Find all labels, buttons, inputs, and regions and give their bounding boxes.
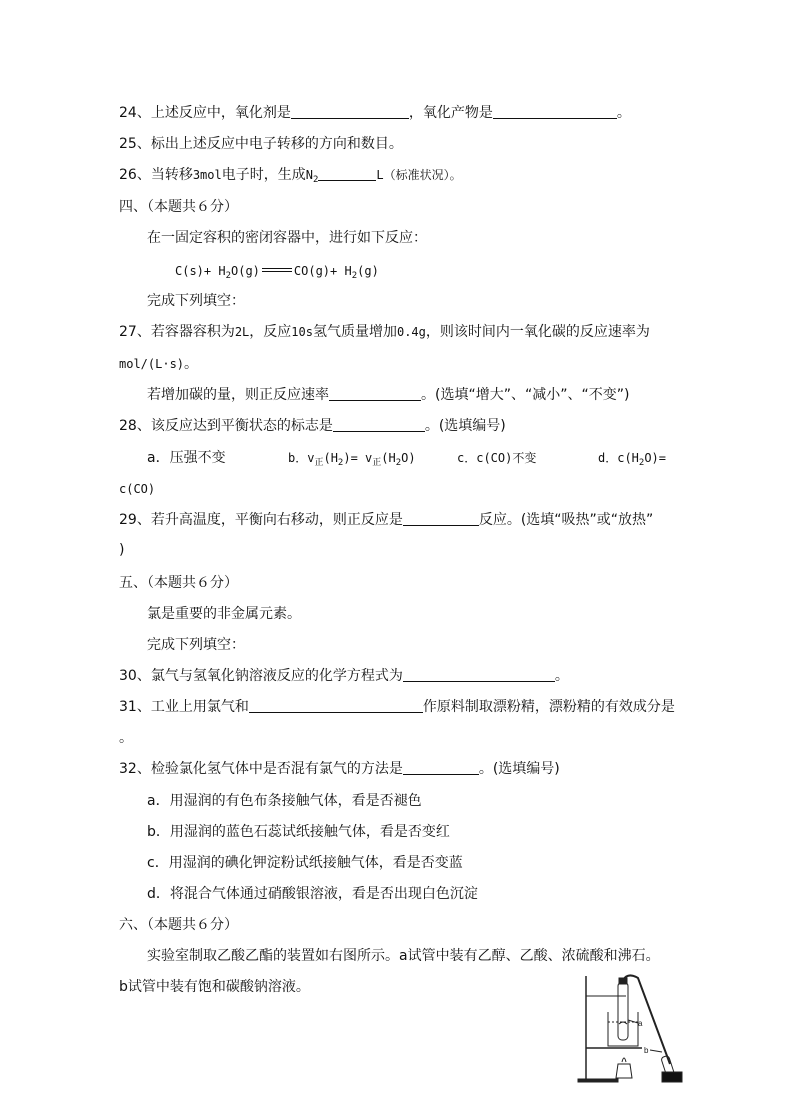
question-29-continued: ) <box>119 542 125 558</box>
option-a[interactable]: a．压强不变 <box>147 450 226 466</box>
question-number: 24、 <box>119 105 151 121</box>
question-32: 32、检验氯化氢气体中是否混有氯气的方法是 。(选填编号) <box>119 761 560 777</box>
option-d[interactable]: d．将混合气体通过硝酸银溶液，看是否出现白色沉淀 <box>147 886 478 902</box>
answer-blank[interactable] <box>403 511 479 526</box>
question-27: 27、若容器容积为2L，反应10s氢气质量增加0.4g，则该时间内一氧化碳的反应速率为 <box>119 324 650 340</box>
reaction-equation: $C(s)+ H_2O(g)$ $CO(g)+ H_2(g)$ <box>175 264 379 281</box>
option-c[interactable]: c．c(CO)不变 <box>457 451 537 465</box>
question-28: 28、该反应达到平衡状态的标志是 。(选填编号) <box>119 418 506 434</box>
section-4-fill: 完成下列填空： <box>147 293 245 309</box>
question-25 <box>119 135 403 153</box>
question-24 <box>119 104 631 122</box>
question-26 <box>119 166 462 189</box>
support-block <box>662 1072 682 1082</box>
section-6-intro-continued: b试管中装有饱和碳酸钠溶液。 <box>119 979 310 995</box>
option-c[interactable]: c．用湿润的碘化钾淀粉试纸接触气体，看是否变蓝 <box>147 855 463 871</box>
esterification-apparatus-figure <box>572 972 684 1084</box>
beaker <box>608 1012 638 1046</box>
option-d[interactable]: d．$c(H_2O)=$ <box>598 451 667 468</box>
section-5-fill: 完成下列填空： <box>147 637 245 653</box>
answer-blank[interactable] <box>329 386 421 401</box>
option-d-continued: c(CO) <box>119 482 156 496</box>
answer-blank[interactable] <box>249 698 423 713</box>
section-5-intro: 氯是重要的非金属元素。 <box>147 606 301 622</box>
flame-icon <box>622 1058 626 1062</box>
question-text: 。 <box>616 105 631 121</box>
answer-blank[interactable] <box>493 104 617 119</box>
option-b[interactable]: b．$v_正(H_2)= v_正(H_2O)$ <box>288 451 416 468</box>
section-6-heading: 六、（本题共６分） <box>119 917 238 933</box>
question-text: 电子时，生成 <box>221 167 306 183</box>
question-number: 31、 <box>119 699 151 715</box>
equilibrium-arrow-icon <box>262 266 292 274</box>
section-4-intro: 在一固定容积的密闭容器中，进行如下反应： <box>147 230 427 246</box>
label-a: a <box>638 1019 643 1028</box>
question-31-continued: 。 <box>119 730 133 746</box>
question-28-options <box>147 449 677 467</box>
answer-blank[interactable] <box>403 667 555 682</box>
label-b: b <box>644 1046 649 1055</box>
section-5-heading: 五、（本题共６分） <box>119 575 238 591</box>
label-b-leader <box>650 1050 662 1052</box>
question-number: 28、 <box>119 418 151 434</box>
question-29: 29、若升高温度，平衡向右移动，则正反应是 反应。(选填“吸热”或“放热” <box>119 512 654 528</box>
alcohol-burner <box>616 1064 632 1078</box>
question-27-unit: mol/(L·s)。 <box>119 356 199 372</box>
answer-blank[interactable] <box>333 417 425 432</box>
stand-base <box>578 1079 618 1082</box>
answer-blank[interactable] <box>318 166 376 181</box>
question-31: 31、工业上用氯气和 作原料制取漂粉精，漂粉精的有效成分是 <box>119 699 675 715</box>
question-text: 当转移 <box>150 167 193 183</box>
section-6-intro: 实验室制取乙酸乙酯的装置如右图所示。a试管中装有乙醇、乙酸、浓硫酸和沸石。 <box>147 948 660 964</box>
question-text: 上述反应中，氧化剂是 <box>150 105 291 121</box>
question-number: 26、 <box>119 167 151 183</box>
question-number: 32、 <box>119 761 151 777</box>
question-number: 27、 <box>119 324 151 340</box>
unit-text: L（标准状况）。 <box>376 168 462 182</box>
question-text: ，氧化产物是 <box>408 105 493 121</box>
option-b[interactable]: b．用湿润的蓝色石蕊试纸接触气体，看是否变红 <box>147 824 450 840</box>
question-number: 25、 <box>119 136 151 152</box>
question-27-sub: 若增加碳的量，则正反应速率 。(选填“增大”、“减小”、“不变”) <box>147 387 630 403</box>
question-text: 标出上述反应中电子转移的方向和数目。 <box>150 136 403 152</box>
question-30: 30、氯气与氢氧化钠溶液反应的化学方程式为 。 <box>119 668 569 684</box>
option-a[interactable]: a．用湿润的有色布条接触气体，看是否褪色 <box>147 793 422 809</box>
answer-blank[interactable] <box>403 760 479 775</box>
question-number: 30、 <box>119 668 151 684</box>
test-tube-a <box>618 982 628 1040</box>
section-4-heading: 四、（本题共６分） <box>119 199 238 215</box>
gas-formula: $N_2$ <box>305 168 319 185</box>
question-number: 29、 <box>119 512 151 528</box>
answer-blank[interactable] <box>291 104 409 119</box>
amount-value: 3mol <box>192 168 222 182</box>
